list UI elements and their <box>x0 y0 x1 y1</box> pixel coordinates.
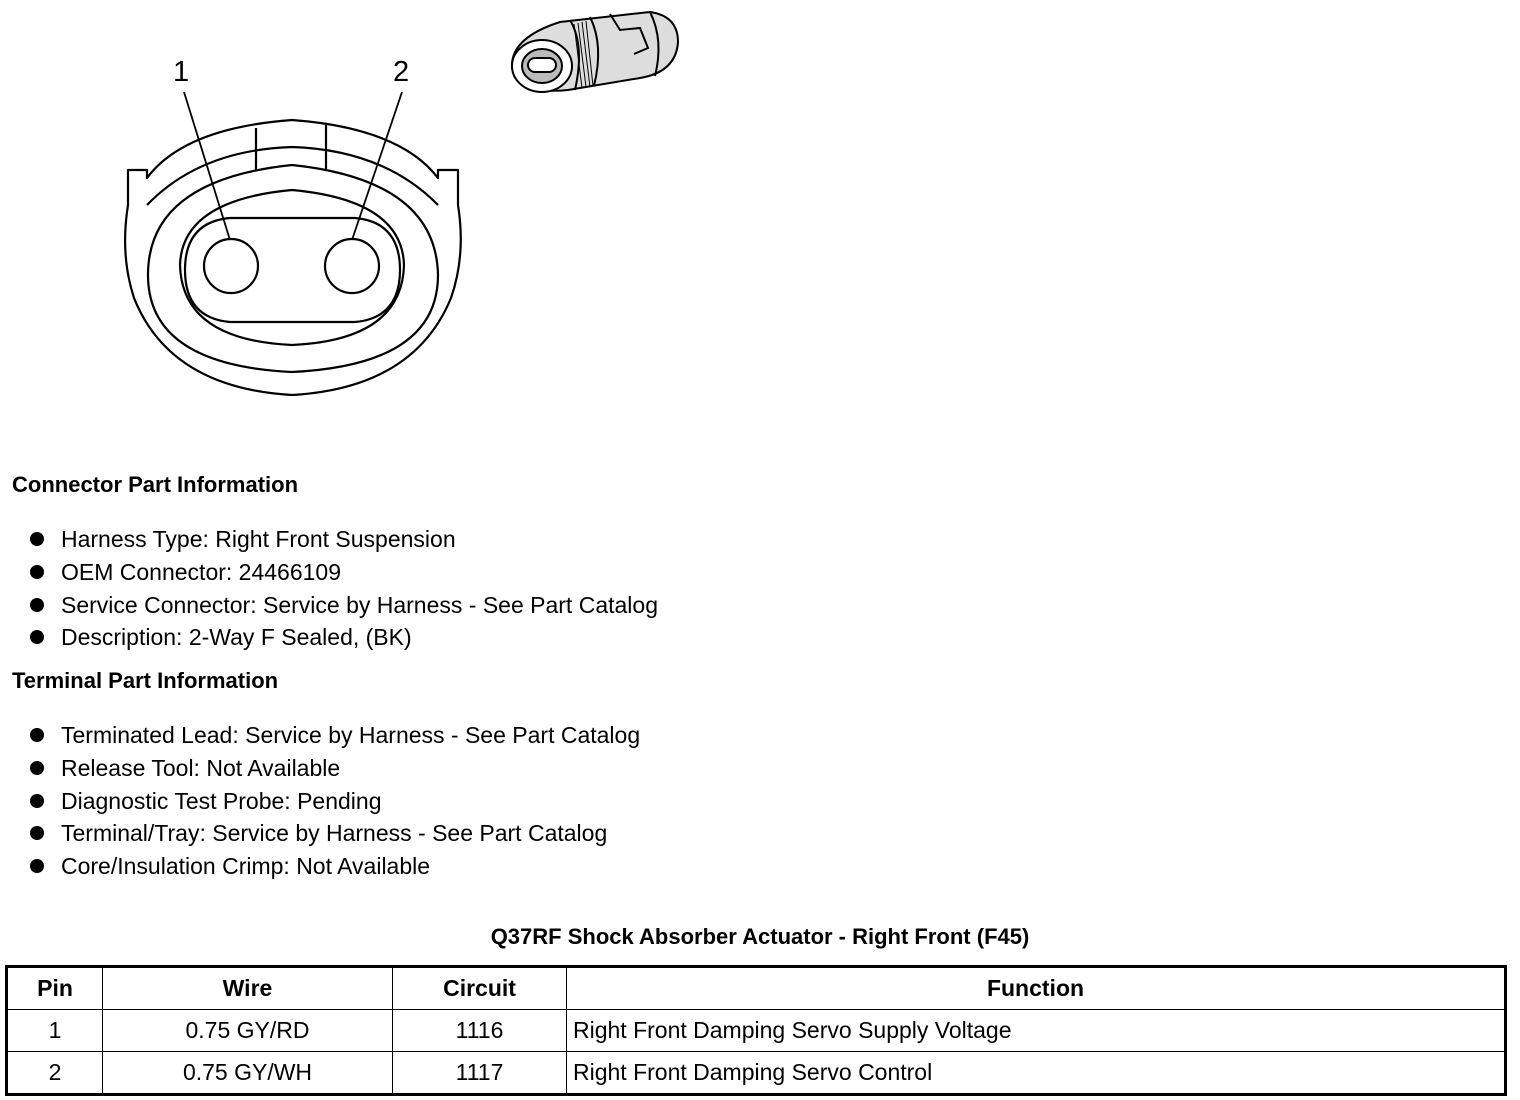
list-item: Release Tool: Not Available <box>30 752 640 785</box>
header-pin: Pin <box>7 967 103 1010</box>
header-wire: Wire <box>103 967 393 1010</box>
list-item: Core/Insulation Crimp: Not Available <box>30 850 640 883</box>
bullet-icon <box>30 565 44 579</box>
bullet-icon <box>30 859 44 873</box>
terminal-info-title: Terminal Part Information <box>12 668 279 693</box>
list-item: Service Connector: Service by Harness - See Part Catalog <box>30 589 658 622</box>
connector-illustration <box>512 12 678 92</box>
connector-info-list <box>30 523 658 654</box>
bullet-icon <box>30 826 44 840</box>
pin-2-label: 2 <box>393 56 410 88</box>
bullet-icon <box>30 598 44 612</box>
cell-circuit: 1117 <box>393 1052 567 1095</box>
bullet-icon <box>30 630 44 644</box>
terminal-info-list <box>30 719 640 883</box>
table-row <box>7 1052 1506 1095</box>
bullet-icon <box>30 761 44 775</box>
cell-wire: 0.75 GY/WH <box>103 1052 393 1095</box>
list-item: Terminated Lead: Service by Harness - See Part Catalog <box>30 719 640 752</box>
table-header-row <box>7 967 1506 1010</box>
header-circuit: Circuit <box>393 967 567 1010</box>
connector-info-title: Connector Part Information <box>12 472 299 497</box>
connector-face-drawing <box>0 0 720 420</box>
pinout-table <box>5 965 1507 1096</box>
cell-pin: 1 <box>7 1010 103 1052</box>
bullet-icon <box>30 532 44 546</box>
pin-1-label: 1 <box>173 56 190 88</box>
cell-pin: 2 <box>7 1052 103 1095</box>
header-function: Function <box>567 967 1506 1010</box>
list-item: Description: 2-Way F Sealed, (BK) <box>30 621 658 654</box>
table-title: Q37RF Shock Absorber Actuator - Right Front (F45) <box>490 924 1030 949</box>
list-item: Harness Type: Right Front Suspension <box>30 523 658 556</box>
cell-wire: 0.75 GY/RD <box>103 1010 393 1052</box>
list-item: OEM Connector: 24466109 <box>30 556 658 589</box>
list-item: Terminal/Tray: Service by Harness - See Part Catalog <box>30 817 640 850</box>
bullet-icon <box>30 794 44 808</box>
table-row <box>7 1010 1506 1052</box>
bullet-icon <box>30 728 44 742</box>
cell-function: Right Front Damping Servo Control <box>567 1052 1506 1095</box>
cell-circuit: 1116 <box>393 1010 567 1052</box>
cell-function: Right Front Damping Servo Supply Voltage <box>567 1010 1506 1052</box>
list-item: Diagnostic Test Probe: Pending <box>30 785 640 818</box>
connector-diagram <box>0 0 720 420</box>
